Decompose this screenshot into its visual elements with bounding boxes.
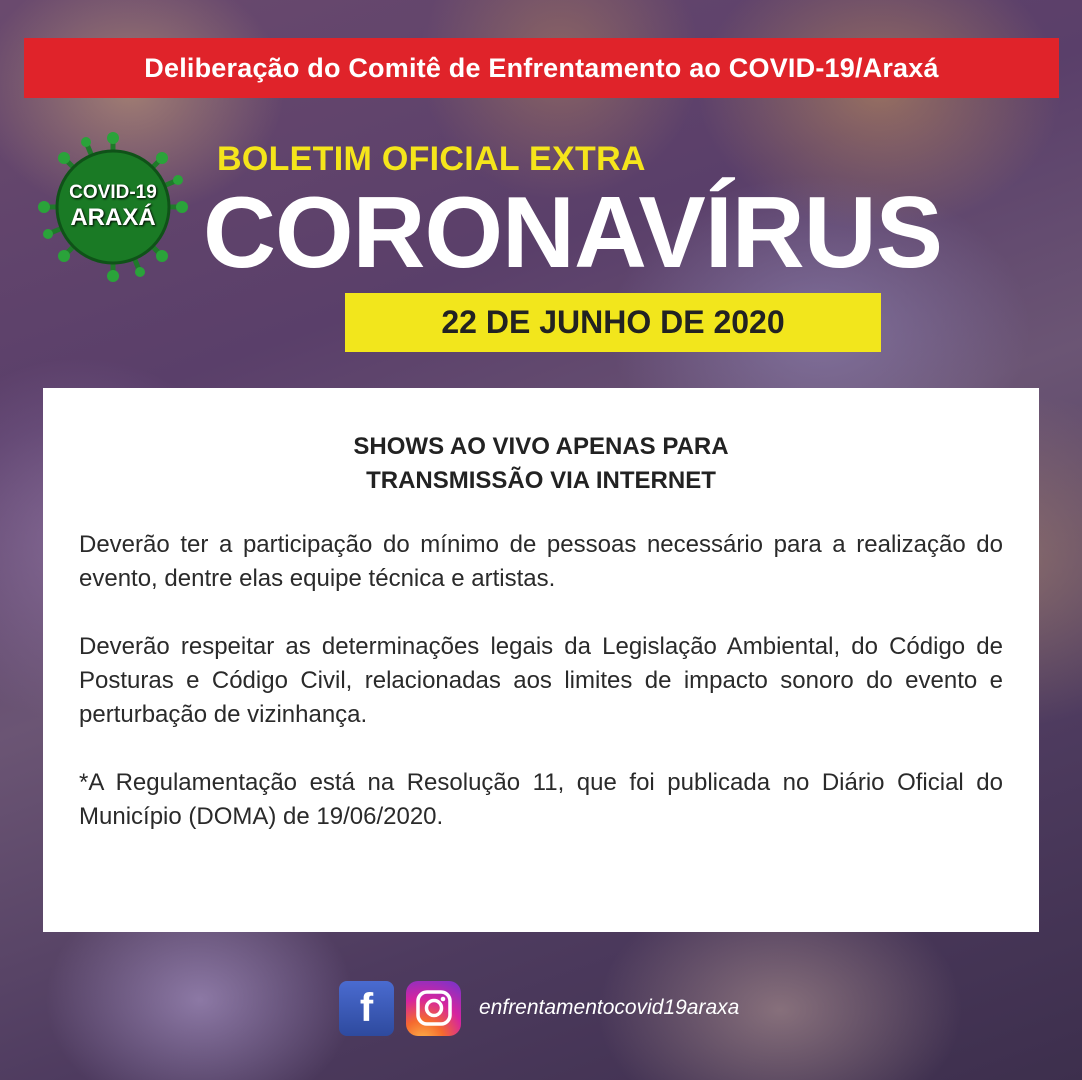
- logo-text: [38, 132, 188, 282]
- instagram-icon[interactable]: [406, 981, 461, 1036]
- paragraph-participation: Deverão ter a participação do mínimo de pessoas necessário para a realização do evento, dentre elas equipe técnica e artistas.: [79, 531, 1003, 592]
- banner-text: Deliberação do Comitê de Enfrentamento ao COVID-19/Araxá: [144, 52, 939, 83]
- page-title: CORONAVÍRUS: [203, 177, 943, 289]
- top-banner: [24, 38, 1059, 98]
- card-heading-line1: SHOWS AO VIVO APENAS PARA: [353, 433, 729, 460]
- bulletin-subtitle: BOLETIM OFICIAL EXTRA: [217, 140, 646, 178]
- card-heading: [79, 430, 1003, 498]
- content-card: [43, 388, 1039, 932]
- social-handle[interactable]: enfrentamentocovid19araxa: [479, 996, 740, 1019]
- facebook-glyph: f: [359, 985, 374, 1030]
- instagram-glyph-icon: [415, 989, 453, 1027]
- logo-line2: ARAXÁ: [70, 204, 156, 232]
- paragraph-legislation: Deverão respeitar as determinações legais da Legislação Ambiental, do Código de Posturas e Código Civil, relacionadas aos limites de impacto sonoro do evento e perturbação de vizinhança.: [79, 633, 1003, 728]
- date-text: 22 DE JUNHO DE 2020: [441, 304, 785, 340]
- date-badge: [345, 293, 881, 352]
- logo-line1: COVID-19: [69, 182, 157, 204]
- covid-araxa-logo: [38, 132, 188, 282]
- social-footer: [339, 980, 739, 1036]
- facebook-icon[interactable]: [339, 981, 394, 1036]
- paragraph-regulation: *A Regulamentação está na Resolução 11, que foi publicada no Diário Oficial do Município (DOMA) de 19/06/2020.: [79, 769, 1003, 830]
- card-heading-line2: TRANSMISSÃO VIA INTERNET: [366, 467, 716, 494]
